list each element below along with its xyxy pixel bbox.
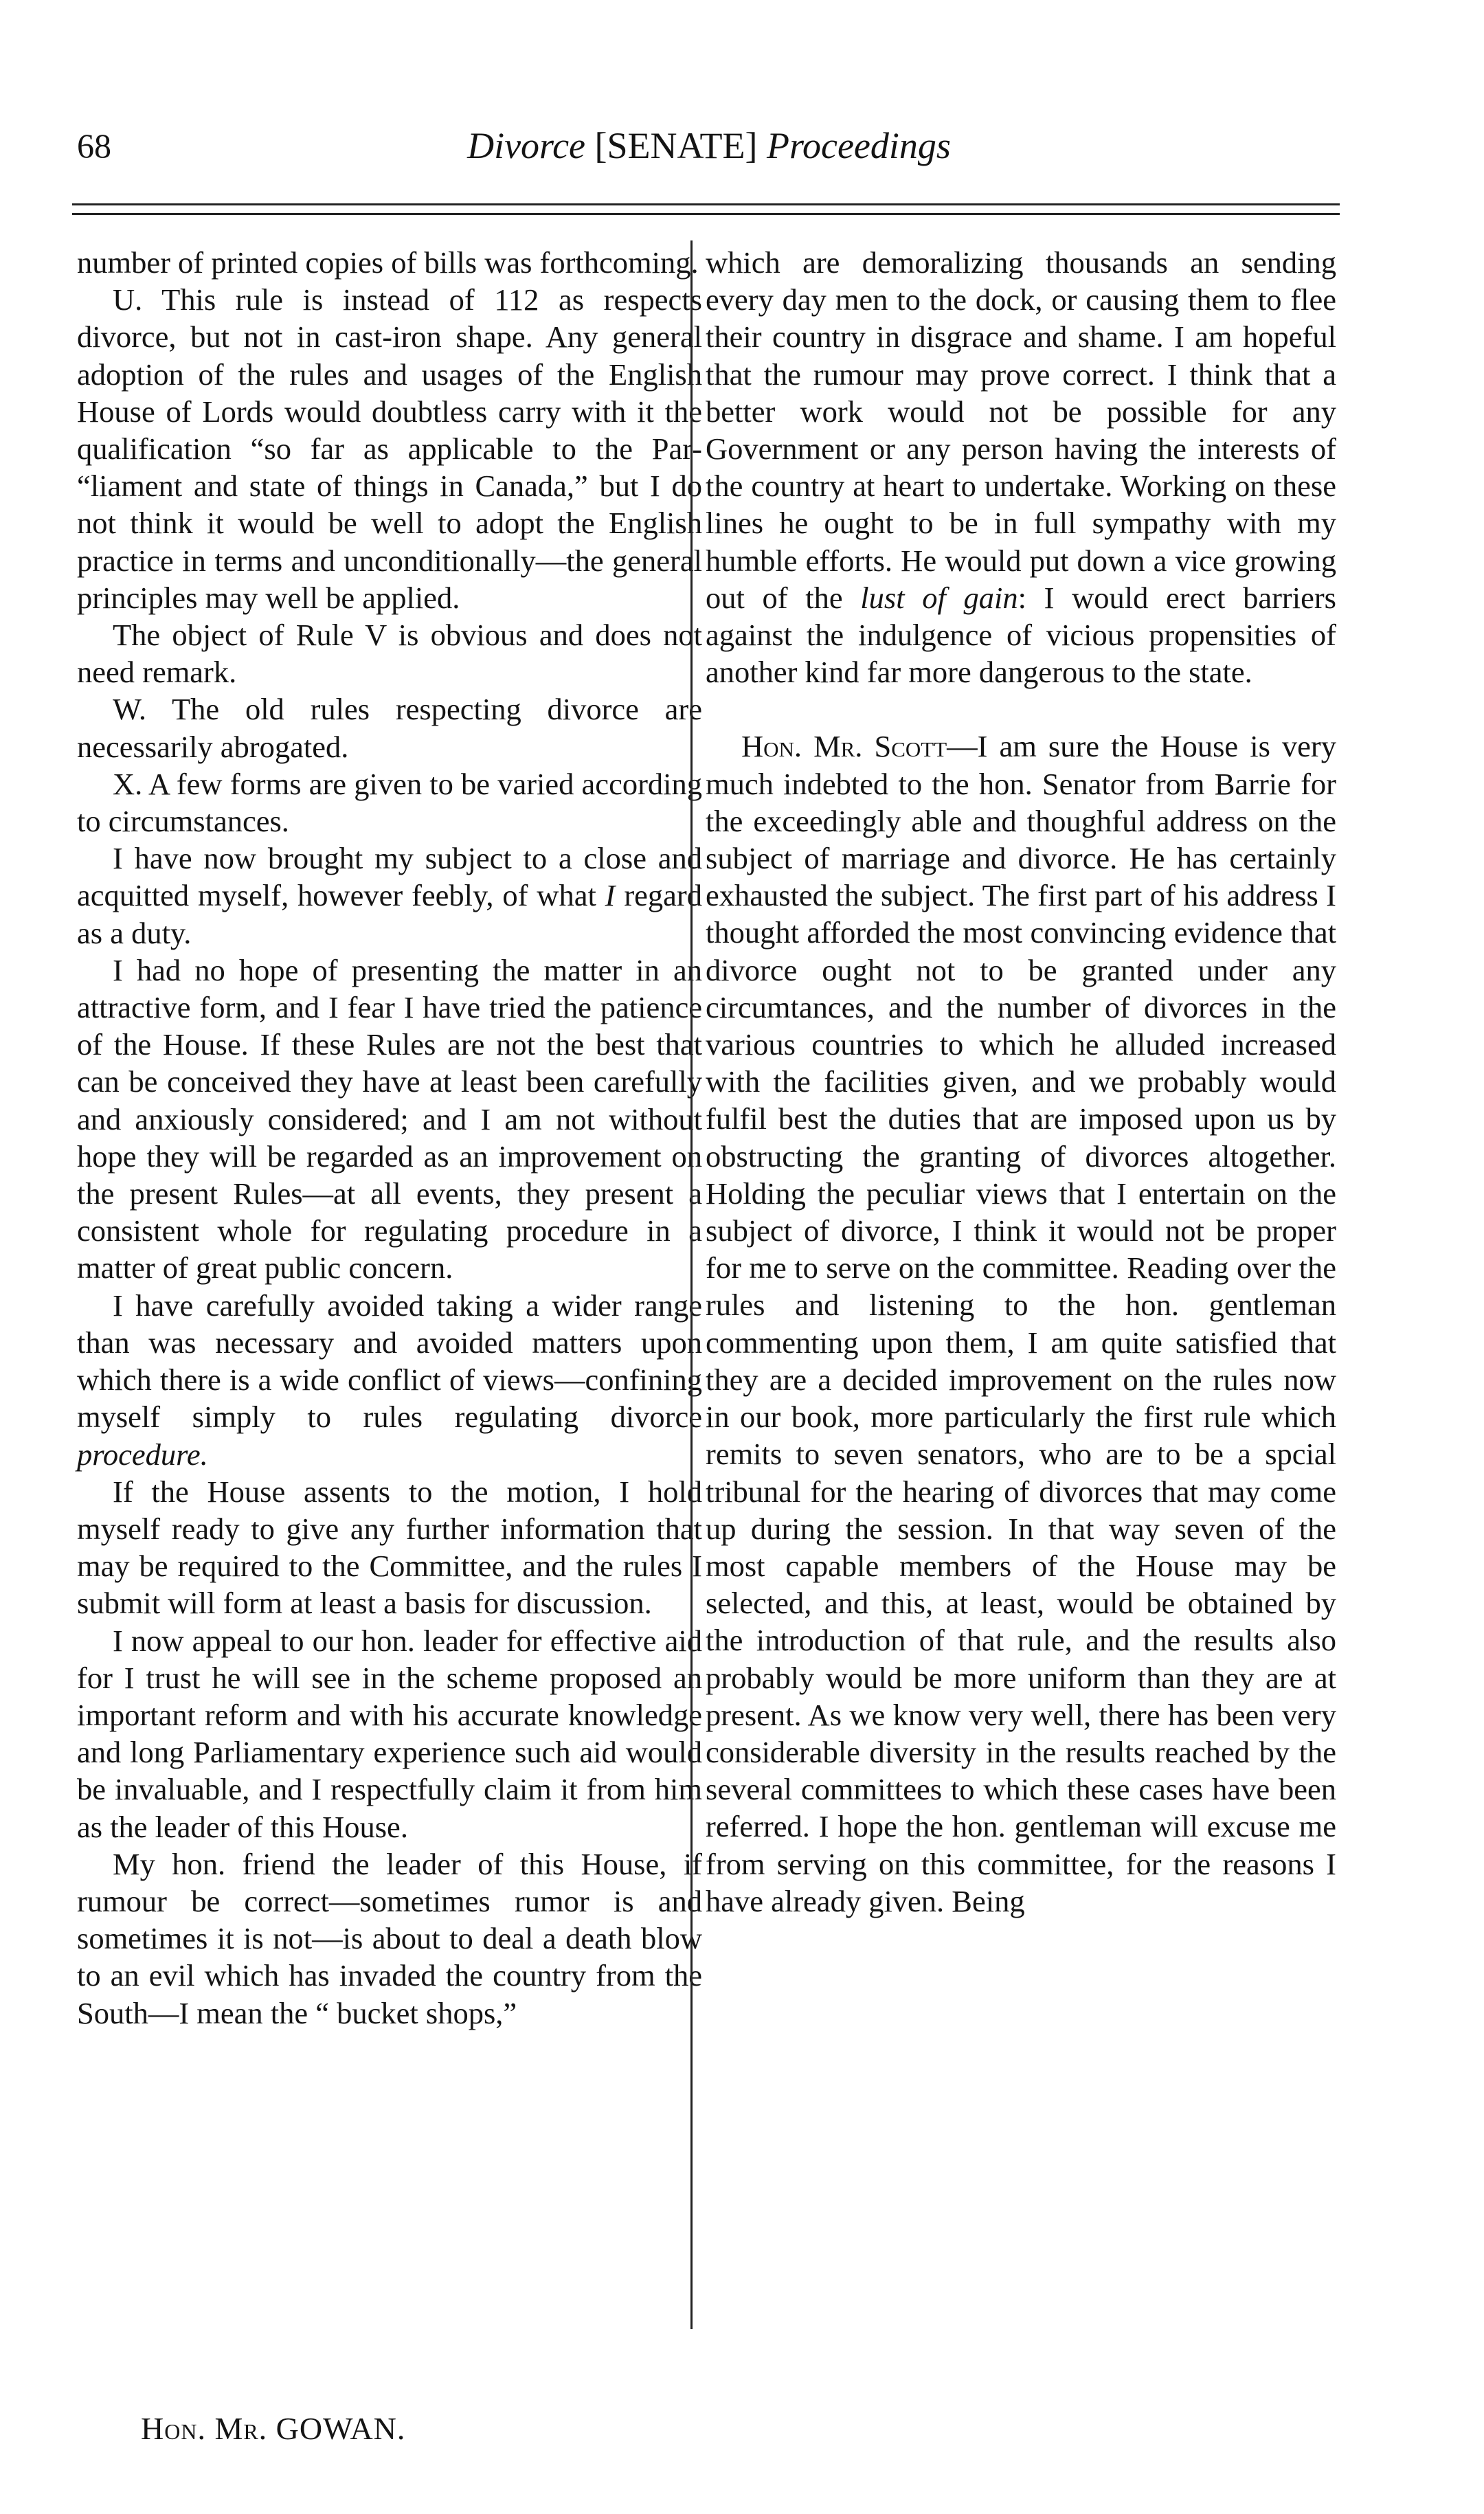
running-head-senate: [SENATE] bbox=[594, 125, 758, 166]
paragraph: The object of Rule V is obvious and does not need remark. bbox=[77, 618, 702, 690]
running-head-divorce: Divorce bbox=[467, 125, 586, 166]
left-column bbox=[77, 244, 702, 2032]
footer-speaker-tag bbox=[141, 2410, 405, 2447]
paragraph: If the House assents to the motion, I hold myself ready to give any further information that may be required to the Committee, and the rules I submit will form at least a basis for discussion. bbox=[77, 1474, 702, 1621]
text-run: I have carefully avoided taking a wider range than was necessary and avoided matters upon which there is a wide conflict of views—confining myself simply to rules regulating divorce bbox=[77, 1288, 702, 1435]
header-rule-bottom bbox=[72, 213, 1340, 215]
paragraph: W. The old rules respecting divorce are necessarily abrogated. bbox=[77, 692, 702, 764]
paragraph: I had no hope of presenting the matter in an attractive form, and I fear I have tried the patience of the House. If these Rules are not the best that can be conceived they have at least been carefully and anxiously considered; and I am not without hope they will be regarded as an improvement on the present Rules—at all events, they present a consistent whole for regulating procedure in a matter of great public concern. bbox=[77, 952, 702, 1286]
footer-text: Hon. Mr. GOWAN. bbox=[141, 2411, 406, 2446]
right-column bbox=[706, 244, 1336, 1920]
italic-text: I bbox=[605, 878, 616, 913]
paragraph: X. A few forms are given to be varied according to circumstances. bbox=[77, 766, 702, 839]
column-divider bbox=[690, 240, 693, 2329]
speaker-name: Hon. Mr. Scott bbox=[741, 729, 947, 764]
text-run: —I am sure the House is very much indebted to the hon. Senator from Barrie for the exceedingly able and thoughful address on the subject of marriage and divorce. He has certainly exhausted the subject. The first part of his address I thought afforded the most convincing evidence that divorce ought not to be granted under any circumtances, and the number of divorces in the various countries to which he alluded increased with the facilities given, and we probably would fulfil best the duties that are imposed upon us by obstructing the granting of divorces altogether. Holding the peculiar views that I entertain on the subject of divorce, I think it would not be proper for me to serve on the committee. Reading over the rules and listening to the hon. gentleman commenting upon them, I am quite satisfied that they are a decided improvement on the rules now in our book, more particularly the first rule which remits to seven senators, who are to be a spcial tribunal for the hearing of divorces that may come up during the session. In that way seven of the most capable members of the House may be selected, and this, at least, would be obtained by the introduction of that rule, and the results also probably would be more uniform than they are at present. As we know very well, there has been very considerable diversity in the results reached by the several committees to which these cases have been referred. I hope the hon. gentleman will excuse me from serving on this committee, for the reasons I have already given. Being bbox=[706, 729, 1336, 1918]
paragraph: U. This rule is instead of 112 as respects divorce, but not in cast-iron shape. Any general adoption of the rules and usages of the English House of Lords would doubtless carry with it the qualification “so far as applicable to the Par- “liament and state of things in Canada,” but I do not think it would be well to adopt the English practice in terms and unconditionally—the general principles may well be applied. bbox=[77, 282, 702, 615]
running-head bbox=[77, 118, 1341, 173]
page-header bbox=[77, 118, 1341, 173]
text-run: : I would erect barriers against the indulgence of vicious propensities of another kind far more dangerous to the state. bbox=[706, 580, 1336, 690]
page-number: 68 bbox=[77, 126, 111, 165]
text-run: which are demoralizing thousands an sending every day men to the dock, or causing them to flee their country in disgrace and shame. I am hopeful that the rumour may prove correct. I think that a better work would not be possible for any Government or any person having the interests of the country at heart to undertake. Working on these lines he ought to be in full sympathy with my humble efforts. He would put down a vice growing out of the bbox=[706, 245, 1336, 615]
paragraph: I now appeal to our hon. leader for effective aid for I trust he will see in the scheme proposed an important reform and with his accurate knowledge and long Parliamentary experience such aid would be invaluable, and I respectfully claim it from him as the leader of this House. bbox=[77, 1623, 702, 1844]
italic-text: lust of gain bbox=[860, 580, 1018, 615]
paragraph bbox=[706, 244, 1336, 691]
text-run: I have now brought my subject to a close and acquitted myself, however feebly, of what bbox=[77, 841, 702, 913]
italic-text: procedure. bbox=[77, 1437, 208, 1472]
text-run: regard as a duty. bbox=[77, 878, 702, 950]
header-rule-top bbox=[72, 203, 1340, 205]
paragraph bbox=[77, 1287, 702, 1473]
paragraph: My hon. friend the leader of this House, if rumour be correct—sometimes rumor is and sometimes it is not—is about to deal a death blow to an evil which has invaded the country from the South—I mean the “ bucket shops,” bbox=[77, 1846, 702, 2030]
paragraph bbox=[706, 728, 1336, 1920]
paragraph bbox=[77, 840, 702, 952]
paragraph: number of printed copies of bills was forthcoming. bbox=[77, 245, 699, 280]
paragraph-gap bbox=[706, 691, 1336, 728]
running-head-proceedings: Proceedings bbox=[766, 125, 951, 166]
